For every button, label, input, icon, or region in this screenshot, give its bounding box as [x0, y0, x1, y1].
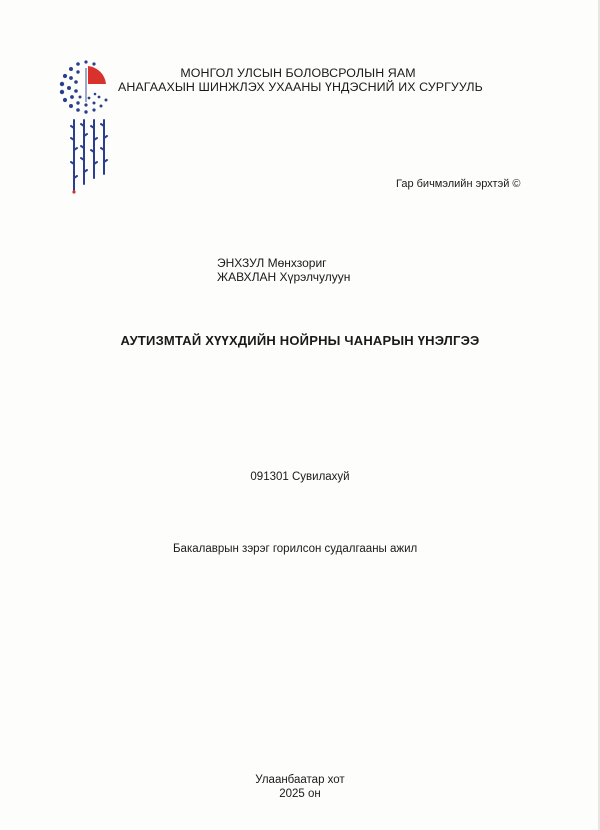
- year: 2025 он: [279, 788, 321, 800]
- author-name: ЖАВХЛАН Хүрэлчулуун: [217, 270, 351, 284]
- institution-header: [118, 66, 483, 94]
- degree-description: Бакалаврын зэрэг горилсон судалгааны ажил: [173, 543, 418, 555]
- university-name: АНАГААХЫН ШИНЖЛЭХ УХААНЫ ҮНДЭСНИЙ ИХ СУРГУУЛЬ: [118, 80, 483, 94]
- city-name: Улаанбаатар хот: [255, 774, 345, 786]
- place-and-year: [0, 773, 600, 801]
- ministry-name: МОНГОЛ УЛСЫН БОЛОВСРОЛЫН ЯАМ: [180, 66, 416, 80]
- copyright-notice: Гар бичмэлийн эрхтэй ©: [396, 178, 521, 190]
- authors-block: [217, 256, 350, 284]
- author-name: ЭНХЗУЛ Мөнхзориг: [217, 256, 327, 270]
- specialty-code: 091301 Сувилахуй: [250, 471, 350, 483]
- university-logo-icon: [56, 58, 116, 198]
- thesis-title: АУТИЗМТАЙ ХҮҮХДИЙН НОЙРНЫ ЧАНАРЫН ҮНЭЛГЭЭ: [120, 333, 480, 348]
